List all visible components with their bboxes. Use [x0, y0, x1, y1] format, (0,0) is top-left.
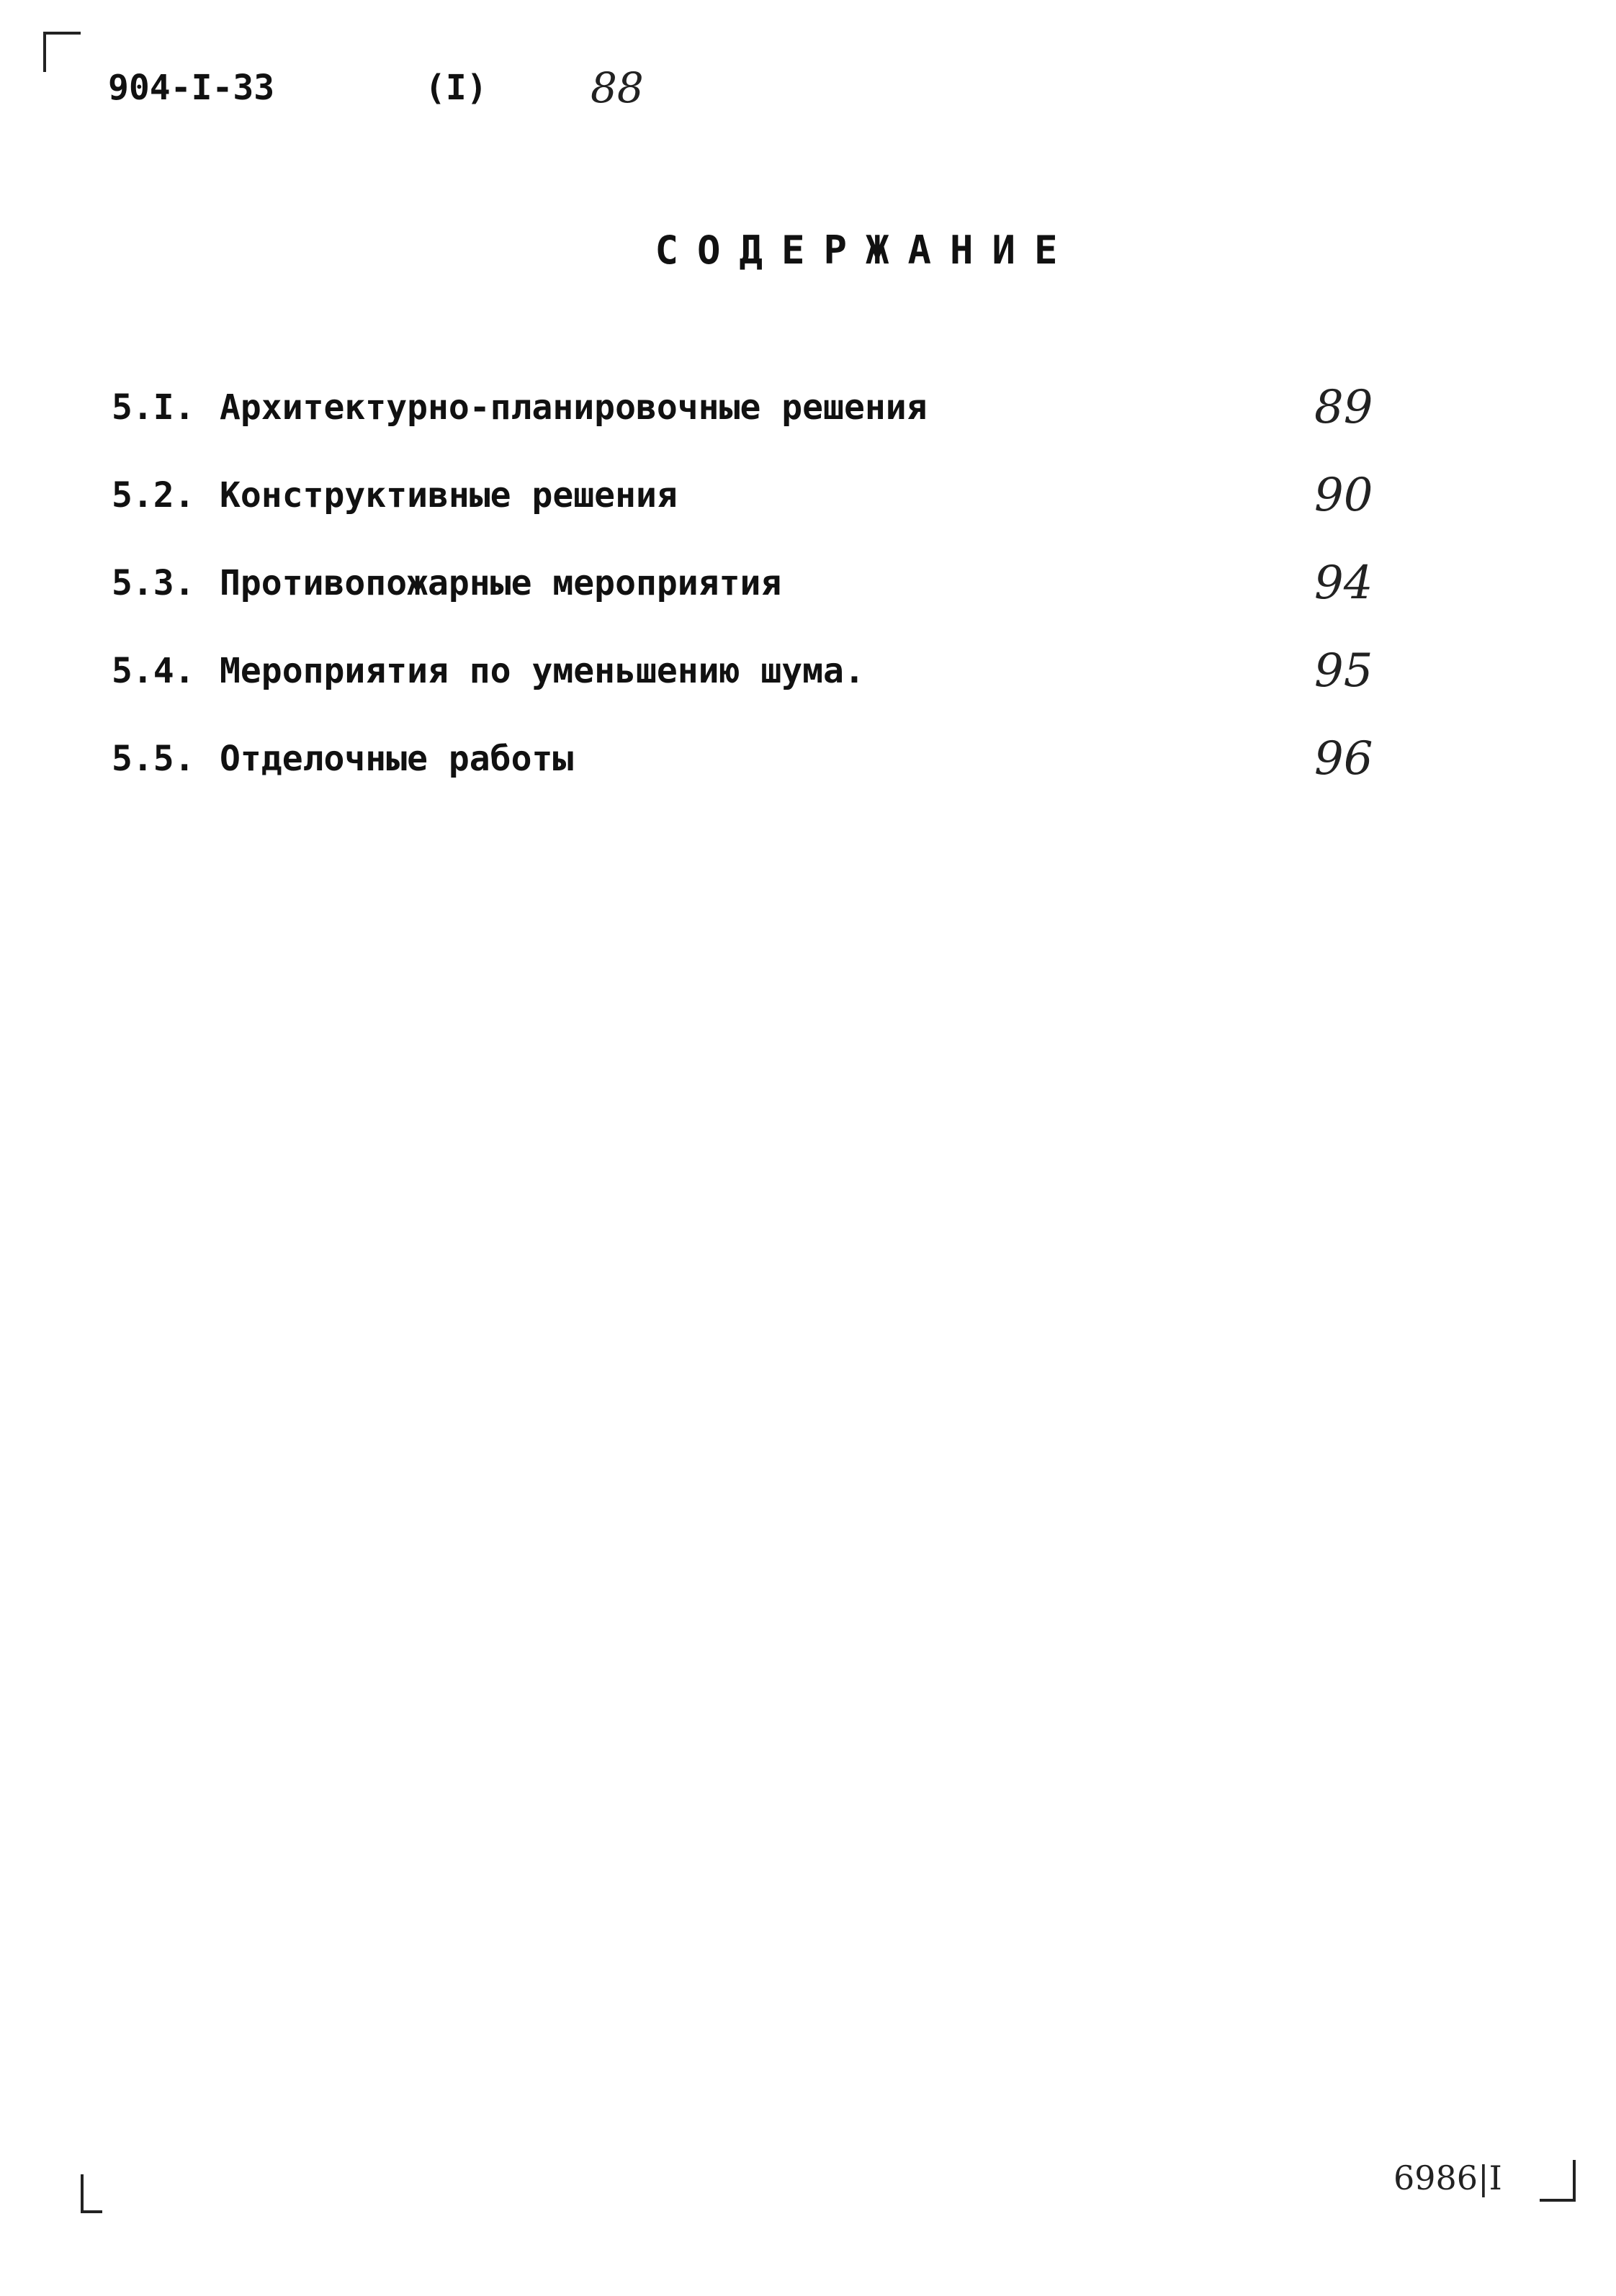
toc-item-number: 5.3.	[112, 563, 195, 603]
toc-item	[112, 451, 1393, 539]
document-part: (I)	[425, 68, 488, 108]
corner-mark-bottom-left	[81, 2174, 102, 2213]
toc-item-page: 89	[1314, 381, 1373, 434]
archive-stamp: 6986|I	[1393, 2158, 1502, 2197]
toc-item	[112, 715, 1393, 803]
toc-item-title: Архитектурно-планировочные решения	[220, 387, 928, 428]
page-title: СОДЕРЖАНИЕ	[655, 228, 1077, 273]
toc-item-number: 5.4.	[112, 651, 195, 691]
document-code: 904-I-33	[108, 68, 275, 108]
toc-item-page: 94	[1314, 557, 1373, 610]
toc-item-title: Конструктивные решения	[220, 475, 678, 516]
toc-item-number: 5.I.	[112, 387, 195, 428]
toc-item	[112, 364, 1393, 451]
toc-item-number: 5.2.	[112, 475, 195, 516]
corner-mark-bottom-right	[1540, 2160, 1576, 2202]
corner-mark-top-left	[43, 32, 81, 72]
toc-item	[112, 627, 1393, 715]
toc-item-title: Отделочные работы	[220, 739, 574, 779]
table-of-contents	[112, 364, 1393, 803]
toc-item-title: Мероприятия по уменьшению шума.	[220, 651, 865, 691]
document-header	[108, 59, 644, 117]
toc-item-number: 5.5.	[112, 739, 195, 779]
toc-item-page: 95	[1314, 644, 1373, 698]
toc-item-page: 96	[1314, 732, 1373, 785]
toc-item	[112, 539, 1393, 627]
toc-item-title: Противопожарные мероприятия	[220, 563, 782, 603]
sheet-number: 88	[591, 63, 644, 112]
toc-item-page: 90	[1314, 469, 1373, 522]
